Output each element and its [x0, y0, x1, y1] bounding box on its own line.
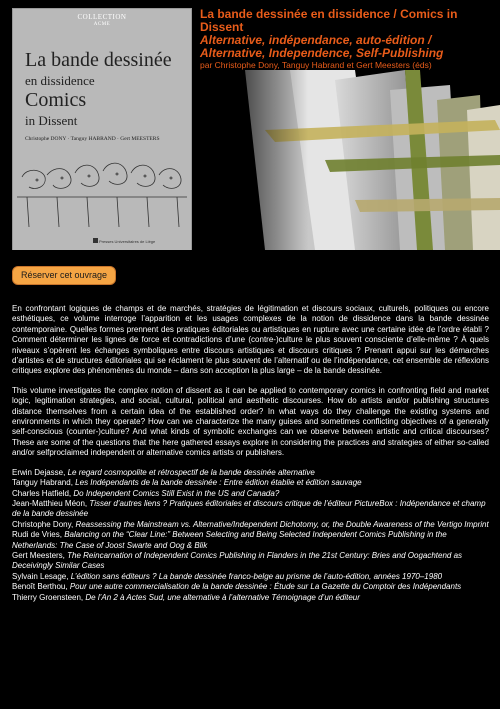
- cover-illustration: [17, 147, 187, 229]
- cover-title-line4: in Dissent: [25, 113, 78, 128]
- description-french: En confrontant logiques de champs et de marchés, stratégies de légitimation et discours sociaux, culturels, politiques ou encore esthétiques, ce volume interroge l’apparition et les usages complexes de la notion de dissidence dans la bande dessinée contemporaine. Quelles formes prennent des pratiques éditoriales ou artistiques en rupture avec une certaine idée de l’ordre établi ? Comment déterminer les lignes de force et contradictions d’une (contre-)culture le plus souvent consciente d’elle-même ? À quels niveaux s’opèrent les échanges symboliques entre discours artistiques et discours critiques ? Prenant appui sur les démarches d’artistes et de structures éditoriales qui se réclament le plus souvent de l’alternatif ou de l’indépendance, cet ensemble de réflexions critiques explore des phénomènes du monde – dans son acception la plus large – de la bande dessinée.: [12, 304, 489, 376]
- toc-item: Gert Meesters, The Reincarnation of Independent Comics Publishing in Flanders in the 21st Century: Bries and Oogachtend as Deceivingly Similar Cases: [12, 550, 463, 571]
- toc-item: Sylvain Lesage, L’édition sans éditeurs ? La bande dessinée franco-belge au prisme de l’auto-édition, années 1970–1980: [12, 571, 443, 581]
- book-cover: [12, 8, 192, 250]
- toc-item: Benoît Berthou, Pour une autre commercialisation de la bande dessinée : Étude sur La Gazette du Comptoir des Indépendants: [12, 582, 462, 592]
- toc-item: Rudi de Vries, Balancing on the “Clear Line:” Between Selecting and Being Selected Independent Comics Publishing in the Netherlands: The Case of Joost Swarte and Oog & Blik: [12, 530, 447, 550]
- table-of-contents: [12, 468, 489, 603]
- book-editors: par Christophe Dony, Tanguy Habrand et Gert Meesters (éds): [200, 60, 432, 70]
- book-title: La bande dessinée en dissidence / Comics in Dissent: [200, 7, 458, 34]
- collection-logo: COLLECTION ACME: [77, 13, 127, 27]
- book-header: [200, 8, 495, 71]
- description-english: This volume investigates the complex notion of dissent as it can be applied to contemporary comics in confronting field and market logic, legitimation strategies, and social, cultural, political and aesthetic discourses. How do artists and/or publishing structures distance themselves from a certain idea of the established order? In what ways do they challenge the existing systems and environments in which they operate? How can we characterize the many guises and sometimes conflicting objectives of a generally self-conscious (counter-)culture? And what kinds of symbolic exchanges can we observe between artistic and critical discourses? These are some of the questions that the here gathered essays explore in considering the practices and strategies of either so-called and/or selfproclaimed independent or alternative comics artists or publishers.: [12, 385, 489, 458]
- toc-item: Jean-Matthieu Méon, Tisser d’autres liens ? Pratiques éditoriales et discours critique de l’éditeur PictureBox : Indépendance et champ de la bande dessinée: [12, 498, 486, 519]
- toc-item: Tanguy Habrand, Les Indépendants de la bande dessinée : Entre édition établie et édition sauvage: [12, 478, 362, 488]
- book-description: [12, 304, 489, 603]
- publisher-logo-icon: [93, 238, 98, 243]
- book-subtitle: Alternative, indépendance, auto-édition / Alternative, Independence, Self-Publishing: [200, 33, 444, 60]
- cover-title-line3: Comics: [25, 89, 87, 111]
- hero-banner: [0, 0, 500, 250]
- toc-item: Erwin Dejasse, Le regard cosmopolite et rétrospectif de la bande dessinée alternative: [12, 467, 315, 477]
- cover-publisher: Presses Universitaires de Liège: [99, 239, 156, 244]
- toc-item: Christophe Dony, Reassessing the Mainstream vs. Alternative/Independent Dichotomy, or, the Double Awareness of the Vertigo Imprint: [12, 519, 489, 529]
- toc-item: Charles Hatfield, Do Independent Comics Still Exist in the US and Canada?: [12, 488, 280, 498]
- cover-title-line1: La bande dessinée: [25, 49, 172, 71]
- books-background-image: [205, 70, 500, 250]
- cover-authors: Christophe DONY · Tanguy HABRAND · Gert MEESTERS: [25, 136, 160, 142]
- reserve-book-button[interactable]: Réserver cet ouvrage: [12, 266, 116, 285]
- cover-title-line2: en dissidence: [25, 73, 95, 88]
- toc-item: Thierry Groensteen, De l’An 2 à Actes Sud, une alternative à l’alternative Témoignage d’un éditeur: [12, 592, 360, 602]
